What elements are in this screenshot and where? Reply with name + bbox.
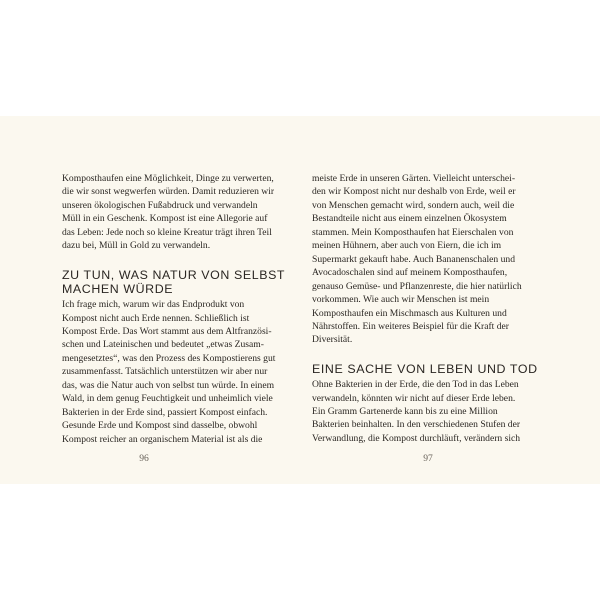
text-line: die wir sonst wegwerfen würden. Damit reduzieren wir [62,186,275,198]
page-number-left: 96 [139,453,149,464]
text-line: Supermarkt gekauft habe. Auch Bananenschalen und [312,253,516,265]
heading-line: EINE SACHE VON LEBEN UND TOD [312,361,538,376]
heading-line: ZU TUN, WAS NATUR VON SELBST [62,267,286,282]
text-line: Nährstoffen. Ein weiteres Beispiel für die Kraft der [312,320,509,332]
text-line: von Menschen gemacht wird, sondern auch, weil die [312,199,515,211]
text-line: unseren ökologischen Fußabdruck und verwandeln [62,199,258,211]
text-line: Bakterien in der Erde sind, passiert Kompost einfach. [62,406,268,418]
text-line: Ein Gramm Gartenerde kann bis zu eine Million [312,406,498,417]
right-text-column [312,172,544,445]
text-line: stammen. Mein Komposthaufen hat Eierschalen von [312,226,514,238]
text-line: Bakterien beinhalten. In den verschiedenen Stufen der [312,419,521,431]
text-line: Avocadoschalen sind auf meinem Komposthaufen, [312,267,508,279]
left-paragraph-2 [62,298,294,446]
text-line: zusammenfasst. Tatsächlich unterstützen wir aber nur [62,366,268,378]
text-line: Verwandlung, die Kompost durchläuft, verändern sich [312,432,521,444]
right-paragraph-1 [312,172,544,347]
text-line: Gesunde Erde und Kompost sind dasselbe, obwohl [62,420,258,432]
right-section-heading [312,362,544,376]
text-line: dazu bei, Müll in Gold zu verwandeln. [62,240,211,252]
text-line: verwandeln, könnten wir nicht auf dieser Erde leben. [312,392,516,404]
text-line: vorkommen. Wie auch wir Menschen ist mein [312,294,490,306]
left-text-column [62,172,294,446]
right-paragraph-2 [312,378,544,445]
left-section-heading [62,268,294,296]
text-line: meiste Erde in unseren Gärten. Vielleicht unterschei- [312,173,516,184]
text-line: Ohne Bakterien in der Erde, die den Tod in das Leben [312,379,519,391]
left-paragraph-1 [62,172,294,253]
text-line: Komposthaufen eine Möglichkeit, Dinge zu verwerten, [62,173,274,184]
text-line: Komposthaufen ein Mischmasch aus Kulturen und [312,307,507,319]
left-page [0,116,300,484]
right-page [300,116,600,484]
text-line: das, was die Natur auch von selbst tun würde. In einem [62,379,275,391]
text-line: Ich frage mich, warum wir das Endprodukt von [62,299,245,311]
text-line: Kompost nicht auch Erde nennen. Schließlich ist [62,312,250,324]
page-number-right: 97 [423,453,433,464]
text-line: Kompost reicher an organischem Material ist als die [62,433,263,445]
text-line: das Leben: Jede noch so kleine Kreatur trägt ihren Teil [62,226,272,238]
text-line: genauso Gemüse- und Pflanzenreste, die hier natürlich [312,280,522,292]
text-line: schen und Lateinischen und bedeutet „etwas Zusam- [62,339,264,351]
text-line: Wald, in dem genug Feuchtigkeit und unheimlich viele [62,393,273,405]
text-line: Kompost Erde. Das Wort stammt aus dem Altfranzösi- [62,326,272,338]
text-line: mengesetztes“, was den Prozess des Kompostierens gut [62,352,276,364]
heading-line: MACHEN WÜRDE [62,281,174,296]
text-line: Diversität. [312,334,353,346]
text-line: Müll in ein Geschenk. Kompost ist eine Allegorie auf [62,213,268,225]
text-line: meinen Hühnern, aber auch von Eiern, die ich im [312,240,502,252]
book-spread [0,116,600,484]
text-line: den wir Kompost nicht nur deshalb von Erde, weil er [312,186,516,198]
text-line: Bestandteile nicht aus einem einzelnen Ökosystem [312,213,507,225]
